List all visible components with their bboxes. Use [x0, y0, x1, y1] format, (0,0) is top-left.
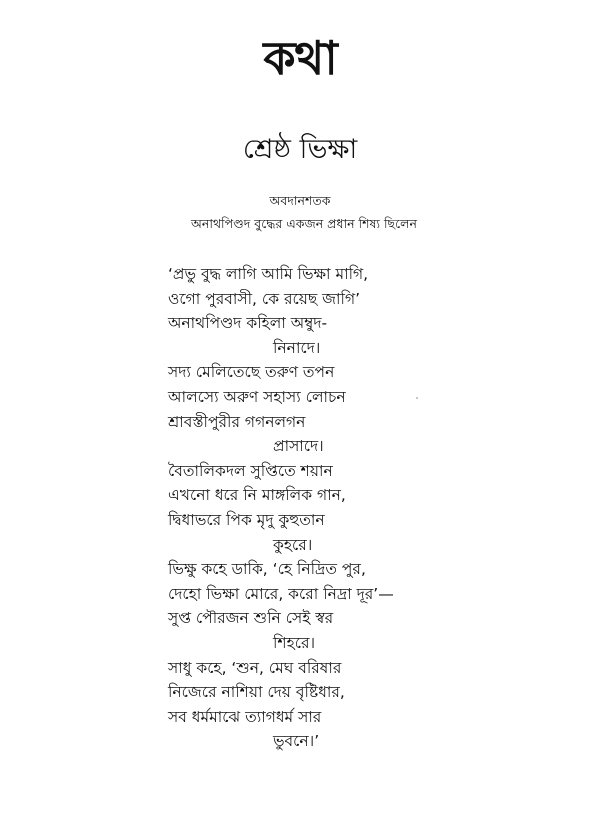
poem-line: সুপ্ত পৌরজন শুনি সেই স্বর	[168, 609, 334, 628]
poem-title: শ্রেষ্ঠ ভিক্ষা	[242, 134, 358, 165]
poem-line: শ্রাবস্তীপুরীর গগনলগন	[168, 412, 306, 431]
poem-line-refrain: প্রাসাদে।	[273, 437, 324, 456]
poem-line: আলস্যে অরুণ সহাস্য লোচন	[168, 387, 346, 406]
poem-line: এখনো ধরে নি মাঙ্গলিক গান,	[168, 486, 346, 505]
poem-line-refrain: শিহরে।	[273, 633, 316, 652]
poem-line: অনাথপিণ্ডদ কহিলা অম্বুদ-	[168, 314, 328, 333]
scan-speck	[416, 397, 418, 399]
poem-line: ওগো পুরবাসী, কে রয়েছ জাগি’	[168, 289, 361, 308]
poem-line-refrain: ভুবনে।’	[273, 732, 320, 751]
poem-line: দ্বিধাভরে পিক মৃদু কুহুতান	[168, 510, 325, 529]
poem-line: সব ধর্মমাঝে ত্যাগধর্ম সার	[168, 707, 322, 726]
poem-line: ভিক্ষু কহে ডাকি, ‘হে নিদ্রিত পুর,	[168, 560, 366, 579]
poem-body	[168, 262, 468, 754]
poem-line-refrain: কুহরে।	[273, 535, 313, 554]
poem-line: ‘প্রভু বুদ্ধ লাগি আমি ভিক্ষা মাগি,	[168, 265, 369, 283]
poem-line: সাধু কহে, ‘শুন, মেঘ বরিষার	[168, 658, 342, 677]
poem-line: দেহো ভিক্ষা মোরে, করো নিদ্রা দূর’—	[168, 584, 394, 603]
poem-line: সদ্য মেলিতেছে তরুণ তপন	[168, 363, 335, 382]
poem-note: অনাথপিণ্ডদ বুদ্ধের একজন প্রধান শিষ্য ছিলেন	[191, 216, 417, 231]
poem-line: বৈতালিকদল সুপ্তিতে শয়ান	[168, 461, 333, 480]
poem-line-refrain: নিনাদে।	[273, 338, 321, 357]
book-title: কথা	[263, 31, 337, 85]
poem-source: অবদানশতক	[269, 193, 331, 208]
poem-line: নিজেরে নাশিয়া দেয় বৃষ্টিধার,	[168, 683, 345, 702]
